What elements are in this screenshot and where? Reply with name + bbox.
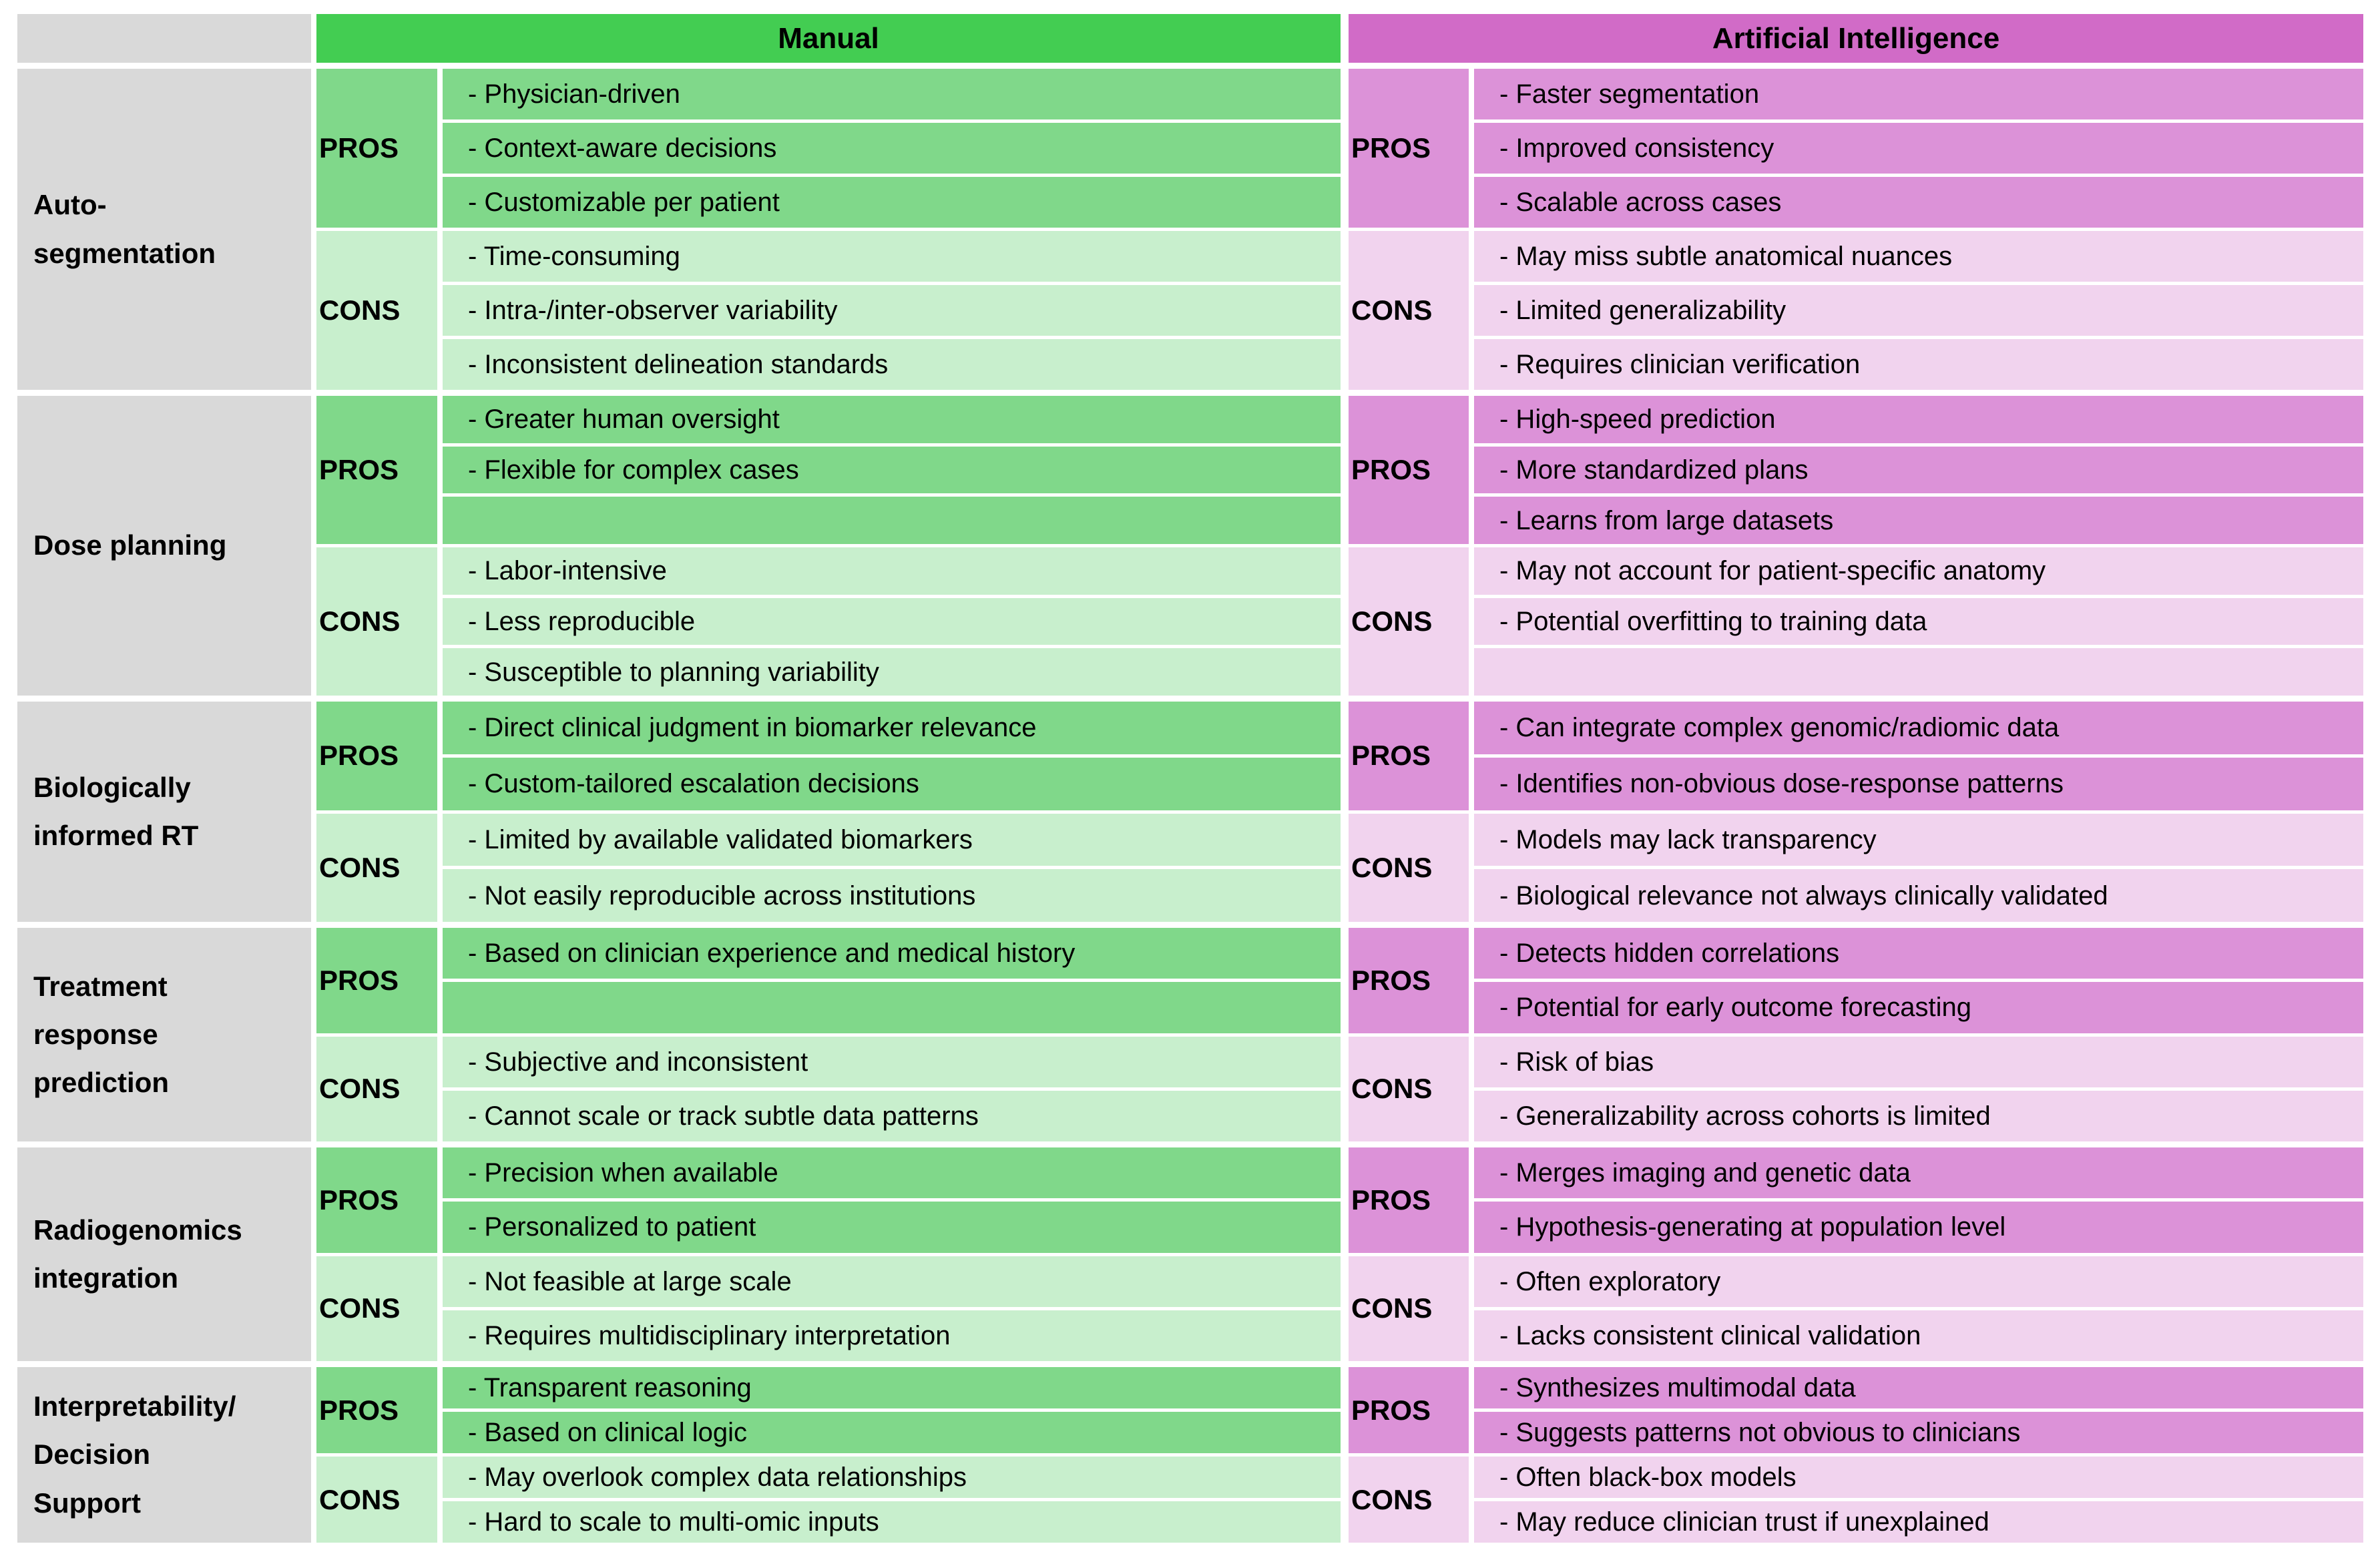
cons-items — [443, 231, 1341, 390]
pros-item-cell — [443, 982, 1341, 1033]
category-line: Support — [33, 1487, 141, 1519]
category-line: Treatment — [33, 970, 168, 1002]
ai-cons-section — [1349, 547, 2363, 696]
cons-item-cell: - Potential overfitting to training data — [1474, 598, 2363, 645]
manual-column — [316, 1147, 1341, 1361]
pros-item-cell: - Detects hidden correlations — [1474, 928, 2363, 979]
ai-cons-section — [1349, 231, 2363, 390]
manual-pros-section — [316, 1147, 1341, 1253]
pros-label-cell: PROS — [316, 1367, 437, 1453]
cons-items — [1474, 1037, 2363, 1142]
pros-items — [443, 928, 1341, 1033]
pros-item-cell: - Scalable across cases — [1474, 177, 2363, 228]
pros-item-cell: - Identifies non-obvious dose-response patterns — [1474, 758, 2363, 810]
cons-item-cell: - Intra-/inter-observer variability — [443, 285, 1341, 336]
cons-items — [1474, 1256, 2363, 1362]
manual-column — [316, 1367, 1341, 1543]
manual-cons-section — [316, 1457, 1341, 1543]
cons-items — [443, 1457, 1341, 1543]
cons-items — [1474, 814, 2363, 923]
pros-label-cell: PROS — [1349, 928, 1469, 1033]
cons-item-cell: - May not account for patient-specific anatomy — [1474, 547, 2363, 595]
pros-items — [1474, 69, 2363, 228]
pros-items — [1474, 1147, 2363, 1253]
pros-label-cell: PROS — [316, 702, 437, 810]
cons-item-cell: - Inconsistent delineation standards — [443, 339, 1341, 390]
category-cell — [17, 928, 311, 1141]
cons-items — [443, 547, 1341, 696]
cons-items — [1474, 231, 2363, 390]
cons-item-cell: - Lacks consistent clinical validation — [1474, 1310, 2363, 1361]
manual-pros-section — [316, 69, 1341, 228]
ai-cons-section — [1349, 1457, 2363, 1543]
ai-pros-section — [1349, 928, 2363, 1033]
pros-items — [1474, 928, 2363, 1033]
pros-item-cell: - Personalized to patient — [443, 1202, 1341, 1252]
pros-item-cell: - Customizable per patient — [443, 177, 1341, 228]
cons-item-cell: - Often black-box models — [1474, 1457, 2363, 1498]
category-line: segmentation — [33, 237, 216, 269]
cons-item-cell: - Susceptible to planning variability — [443, 648, 1341, 696]
cons-item-cell: - Time-consuming — [443, 231, 1341, 282]
cons-items — [1474, 1457, 2363, 1543]
manual-pros-section — [316, 928, 1341, 1033]
pros-label-cell: PROS — [1349, 69, 1469, 228]
pros-item-cell: - Based on clinician experience and medical history — [443, 928, 1341, 979]
ai-pros-section — [1349, 1367, 2363, 1453]
pros-item-cell: - Potential for early outcome forecasting — [1474, 982, 2363, 1033]
ai-column — [1349, 928, 2363, 1141]
pros-label-cell: PROS — [1349, 702, 1469, 810]
pros-items — [1474, 1367, 2363, 1453]
category-band — [17, 396, 2363, 696]
cons-item-cell: - Labor-intensive — [443, 547, 1341, 595]
ai-pros-section — [1349, 396, 2363, 544]
pros-items — [443, 1147, 1341, 1253]
category-line: informed RT — [33, 820, 199, 851]
table-body — [17, 69, 2363, 1543]
cons-label-cell: CONS — [1349, 1256, 1469, 1362]
cons-label-cell: CONS — [316, 547, 437, 696]
pros-items — [443, 396, 1341, 544]
cons-item-cell: - Biological relevance not always clinically validated — [1474, 869, 2363, 922]
pros-item-cell: - Suggests patterns not obvious to clinicians — [1474, 1412, 2363, 1453]
ai-column — [1349, 1147, 2363, 1361]
ai-pros-section — [1349, 1147, 2363, 1253]
category-line: Biologically — [33, 771, 191, 803]
pros-item-cell: - Transparent reasoning — [443, 1367, 1341, 1408]
pros-label-cell: PROS — [1349, 1367, 1469, 1453]
pros-items — [1474, 702, 2363, 810]
cons-item-cell: - May overlook complex data relationships — [443, 1457, 1341, 1498]
cons-label-cell: CONS — [316, 231, 437, 390]
cons-item-cell: - Limited generalizability — [1474, 285, 2363, 336]
cons-item-cell — [1474, 648, 2363, 696]
cons-item-cell: - Cannot scale or track subtle data patterns — [443, 1091, 1341, 1141]
cons-item-cell: - Models may lack transparency — [1474, 814, 2363, 866]
category-band — [17, 1147, 2363, 1361]
cons-item-cell: - May reduce clinician trust if unexplained — [1474, 1501, 2363, 1543]
cons-label-cell: CONS — [1349, 1037, 1469, 1142]
category-cell — [17, 396, 311, 696]
category-line: Radiogenomics — [33, 1214, 242, 1246]
category-cell — [17, 702, 311, 922]
category-cell — [17, 1367, 311, 1543]
category-line: prediction — [33, 1067, 170, 1099]
cons-item-cell: - Generalizability across cohorts is limited — [1474, 1091, 2363, 1141]
cons-label-cell: CONS — [1349, 547, 1469, 696]
pros-label-cell: PROS — [316, 396, 437, 544]
cons-item-cell: - Not feasible at large scale — [443, 1256, 1341, 1307]
category-line: Auto- — [33, 189, 107, 221]
cons-items — [1474, 547, 2363, 696]
cons-label-cell: CONS — [316, 814, 437, 923]
pros-item-cell: - More standardized plans — [1474, 447, 2363, 494]
pros-item-cell: - Physician-driven — [443, 69, 1341, 119]
pros-label-cell: PROS — [1349, 1147, 1469, 1253]
pros-items — [1474, 396, 2363, 544]
pros-item-cell: - Merges imaging and genetic data — [1474, 1147, 2363, 1198]
cons-label-cell: CONS — [316, 1037, 437, 1142]
pros-items — [443, 69, 1341, 228]
manual-column — [316, 396, 1341, 696]
pros-label-cell: PROS — [316, 69, 437, 228]
ai-pros-section — [1349, 69, 2363, 228]
ai-pros-section — [1349, 702, 2363, 810]
category-cell — [17, 69, 311, 390]
category-band — [17, 1367, 2363, 1543]
cons-item-cell: - Risk of bias — [1474, 1037, 2363, 1087]
pros-item-cell: - Greater human oversight — [443, 396, 1341, 443]
cons-label-cell: CONS — [316, 1457, 437, 1543]
cons-item-cell: - May miss subtle anatomical nuances — [1474, 231, 2363, 282]
manual-cons-section — [316, 1256, 1341, 1362]
pros-item-cell: - Precision when available — [443, 1147, 1341, 1198]
corner-cell — [17, 14, 311, 63]
category-band — [17, 928, 2363, 1141]
category-line: Interpretability/ — [33, 1390, 236, 1422]
cons-item-cell: - Hard to scale to multi-omic inputs — [443, 1501, 1341, 1543]
ai-header: Artificial Intelligence — [1349, 14, 2363, 63]
cons-items — [443, 814, 1341, 923]
cons-label-cell: CONS — [1349, 231, 1469, 390]
category-cell — [17, 1147, 311, 1361]
pros-item-cell — [443, 497, 1341, 544]
ai-column — [1349, 69, 2363, 390]
cons-label-cell: CONS — [1349, 1457, 1469, 1543]
pros-item-cell: - Improved consistency — [1474, 123, 2363, 174]
ai-column — [1349, 1367, 2363, 1543]
category-band — [17, 702, 2363, 922]
manual-column — [316, 928, 1341, 1141]
manual-cons-section — [316, 1037, 1341, 1142]
category-line: response — [33, 1018, 158, 1050]
ai-cons-section — [1349, 814, 2363, 923]
cons-item-cell: - Requires clinician verification — [1474, 339, 2363, 390]
pros-item-cell: - Hypothesis-generating at population level — [1474, 1202, 2363, 1252]
manual-cons-section — [316, 547, 1341, 696]
manual-pros-section — [316, 1367, 1341, 1453]
manual-pros-section — [316, 702, 1341, 810]
category-line: Dose planning — [33, 529, 227, 561]
ai-column — [1349, 702, 2363, 922]
category-line: integration — [33, 1262, 178, 1294]
manual-header: Manual — [316, 14, 1341, 63]
ai-cons-section — [1349, 1256, 2363, 1362]
pros-label-cell: PROS — [1349, 396, 1469, 544]
ai-cons-section — [1349, 1037, 2363, 1142]
pros-items — [443, 1367, 1341, 1453]
manual-cons-section — [316, 814, 1341, 923]
cons-item-cell: - Not easily reproducible across institutions — [443, 869, 1341, 922]
pros-item-cell: - Can integrate complex genomic/radiomic data — [1474, 702, 2363, 754]
cons-item-cell: - Less reproducible — [443, 598, 1341, 645]
cons-items — [443, 1256, 1341, 1362]
manual-cons-section — [316, 231, 1341, 390]
pros-label-cell: PROS — [316, 1147, 437, 1253]
manual-column — [316, 69, 1341, 390]
category-line: Decision — [33, 1439, 151, 1471]
pros-item-cell: - High-speed prediction — [1474, 396, 2363, 443]
pros-item-cell: - Based on clinical logic — [443, 1412, 1341, 1453]
pros-item-cell: - Faster segmentation — [1474, 69, 2363, 119]
pros-item-cell: - Direct clinical judgment in biomarker relevance — [443, 702, 1341, 754]
cons-label-cell: CONS — [316, 1256, 437, 1362]
cons-item-cell: - Subjective and inconsistent — [443, 1037, 1341, 1087]
table-header-row — [17, 14, 2363, 63]
manual-column — [316, 702, 1341, 922]
pros-items — [443, 702, 1341, 810]
ai-column — [1349, 396, 2363, 696]
manual-pros-section — [316, 396, 1341, 544]
pros-item-cell: - Custom-tailored escalation decisions — [443, 758, 1341, 810]
pros-item-cell: - Learns from large datasets — [1474, 497, 2363, 544]
cons-item-cell: - Often exploratory — [1474, 1256, 2363, 1307]
pros-label-cell: PROS — [316, 928, 437, 1033]
cons-item-cell: - Limited by available validated biomarkers — [443, 814, 1341, 866]
pros-item-cell: - Synthesizes multimodal data — [1474, 1367, 2363, 1408]
pros-item-cell: - Flexible for complex cases — [443, 447, 1341, 494]
cons-item-cell: - Requires multidisciplinary interpretation — [443, 1310, 1341, 1361]
cons-label-cell: CONS — [1349, 814, 1469, 923]
comparison-table — [17, 14, 2363, 1543]
pros-item-cell: - Context-aware decisions — [443, 123, 1341, 174]
cons-items — [443, 1037, 1341, 1142]
category-band — [17, 69, 2363, 390]
